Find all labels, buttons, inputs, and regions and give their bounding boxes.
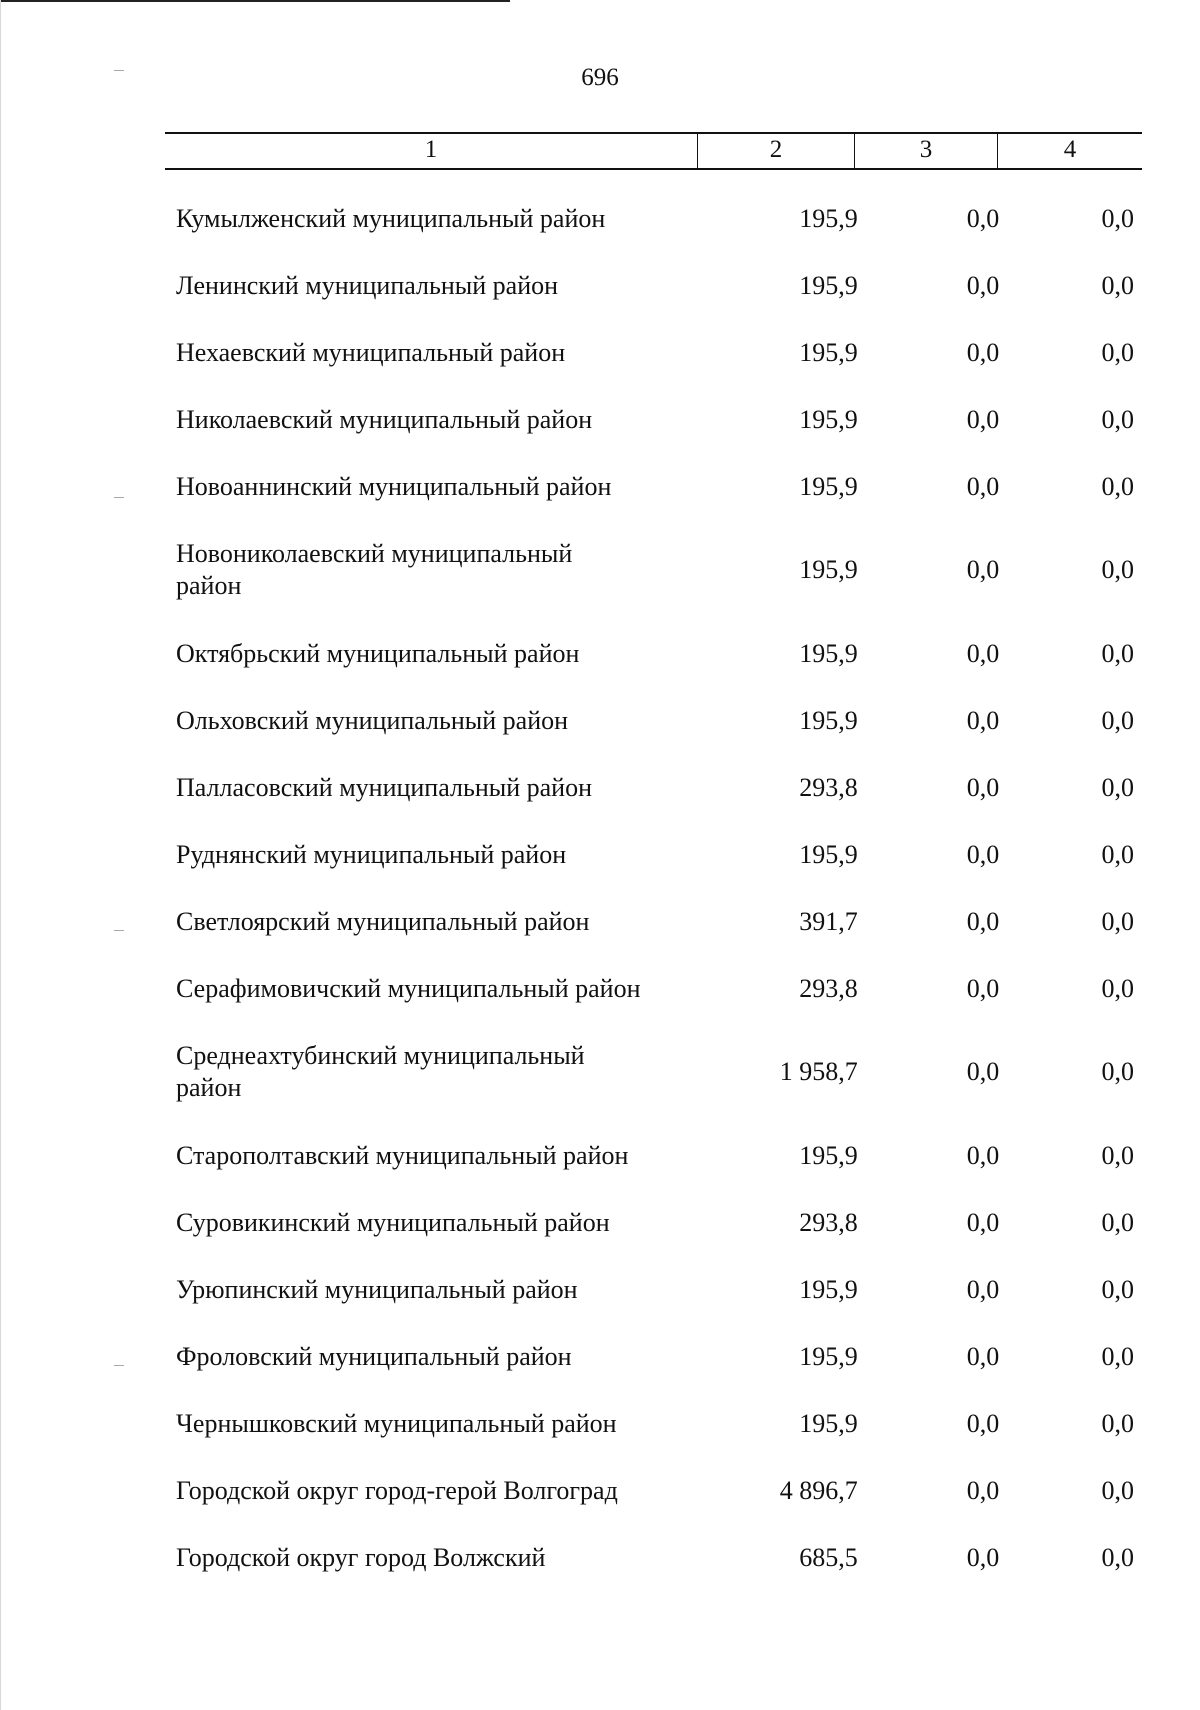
value-col3: 0,0 — [966, 1475, 1000, 1505]
value-col2: 391,7 — [799, 906, 858, 936]
district-name: Городской округ город Волжский — [176, 1542, 546, 1572]
value-col2: 195,9 — [799, 337, 858, 367]
table-row — [176, 185, 1142, 252]
table-row — [176, 1189, 1142, 1256]
value-col2: 195,9 — [799, 1274, 858, 1304]
value-col4: 0,0 — [1101, 705, 1134, 735]
district-name: Старополтавский муниципальный район — [176, 1140, 629, 1170]
table-row — [176, 1390, 1142, 1457]
value-col2: 195,9 — [799, 705, 858, 735]
value-col4: 0,0 — [1101, 973, 1134, 1003]
value-col4: 0,0 — [1101, 404, 1134, 434]
value-col4: 0,0 — [1101, 1274, 1134, 1304]
district-name: Палласовский муниципальный район — [176, 772, 592, 802]
district-name: Нехаевский муниципальный район — [176, 337, 566, 367]
value-col3: 0,0 — [966, 203, 1000, 233]
value-col4: 0,0 — [1101, 772, 1134, 802]
table-row — [176, 821, 1142, 888]
district-name: Ольховский муниципальный район — [176, 705, 569, 735]
district-name: Серафимовичский муниципальный район — [176, 973, 641, 1003]
value-col2: 293,8 — [799, 772, 858, 802]
column-number-3: 3 — [855, 134, 998, 168]
scan-top-border — [0, 0, 510, 2]
value-col3: 0,0 — [966, 1140, 1000, 1170]
value-col4: 0,0 — [1101, 906, 1134, 936]
district-name: Октябрьский муниципальный район — [176, 638, 580, 668]
district-name: Чернышковский муниципальный район — [176, 1408, 617, 1438]
value-col3: 0,0 — [966, 471, 1000, 501]
value-col4: 0,0 — [1101, 1475, 1134, 1505]
district-name — [176, 520, 682, 620]
table-row — [176, 754, 1142, 821]
district-name — [176, 1022, 682, 1122]
table-row — [176, 252, 1142, 319]
table-row — [176, 888, 1142, 955]
value-col2: 1 958,7 — [779, 1057, 858, 1086]
value-col2: 685,5 — [799, 1542, 858, 1572]
district-name: Новоаннинский муниципальный район — [176, 471, 612, 501]
margin-mark — [114, 1365, 124, 1366]
value-col2: 195,9 — [799, 1408, 858, 1438]
page-number: 696 — [581, 64, 619, 91]
value-col3: 0,0 — [966, 705, 1000, 735]
value-col3: 0,0 — [966, 337, 1000, 367]
value-col2: 195,9 — [799, 638, 858, 668]
value-col4: 0,0 — [1101, 1408, 1134, 1438]
table-row — [176, 453, 1142, 520]
value-col3: 0,0 — [966, 973, 1000, 1003]
value-col4: 0,0 — [1101, 337, 1134, 367]
table-row — [176, 1323, 1142, 1390]
value-col4: 0,0 — [1101, 1140, 1134, 1170]
margin-mark — [114, 497, 124, 498]
table-row — [176, 1122, 1142, 1189]
district-name-line: Новониколаевский муниципальный — [176, 539, 573, 568]
value-col3: 0,0 — [966, 772, 1000, 802]
value-col2: 195,9 — [799, 404, 858, 434]
table-row — [176, 1022, 1142, 1122]
data-table — [176, 185, 1142, 1591]
table-row — [176, 1256, 1142, 1323]
table-row — [176, 1457, 1142, 1524]
value-col4: 0,0 — [1101, 555, 1134, 584]
margin-mark — [114, 930, 124, 931]
district-name: Николаевский муниципальный район — [176, 404, 593, 434]
column-number-1: 1 — [165, 134, 698, 168]
value-col2: 4 896,7 — [779, 1475, 858, 1505]
value-col4: 0,0 — [1101, 638, 1134, 668]
value-col4: 0,0 — [1101, 1341, 1134, 1371]
value-col4: 0,0 — [1101, 839, 1134, 869]
table-row — [176, 955, 1142, 1022]
value-col3: 0,0 — [966, 1542, 1000, 1572]
table-row — [176, 319, 1142, 386]
value-col2: 195,9 — [799, 555, 858, 584]
value-col3: 0,0 — [966, 839, 1000, 869]
value-col2: 195,9 — [799, 270, 858, 300]
value-col3: 0,0 — [966, 1057, 1000, 1086]
district-name: Кумылженский муниципальный район — [176, 203, 606, 233]
district-name: Светлоярский муниципальный район — [176, 906, 590, 936]
district-name: Фроловский муниципальный район — [176, 1341, 572, 1371]
district-name: Руднянский муниципальный район — [176, 839, 567, 869]
value-col3: 0,0 — [966, 404, 1000, 434]
value-col4: 0,0 — [1101, 1207, 1134, 1237]
column-number-2: 2 — [698, 134, 855, 168]
value-col4: 0,0 — [1101, 1542, 1134, 1572]
value-col4: 0,0 — [1101, 203, 1134, 233]
district-name-line: район — [176, 571, 242, 600]
value-col2: 293,8 — [799, 1207, 858, 1237]
district-name: Урюпинский муниципальный район — [176, 1274, 578, 1304]
district-name-line: район — [176, 1073, 242, 1102]
table-header-row — [165, 132, 1142, 170]
value-col3: 0,0 — [966, 906, 1000, 936]
value-col2: 195,9 — [799, 471, 858, 501]
value-col2: 195,9 — [799, 1341, 858, 1371]
scan-left-edge — [0, 0, 1, 1710]
value-col4: 0,0 — [1101, 471, 1134, 501]
district-name-line: Среднеахтубинский муниципальный — [176, 1041, 585, 1070]
value-col3: 0,0 — [966, 270, 1000, 300]
table-row — [176, 620, 1142, 687]
value-col2: 293,8 — [799, 973, 858, 1003]
value-col3: 0,0 — [966, 1274, 1000, 1304]
value-col4: 0,0 — [1101, 270, 1134, 300]
table-row — [176, 1524, 1142, 1591]
value-col2: 195,9 — [799, 839, 858, 869]
table-row — [176, 520, 1142, 620]
table-row — [176, 687, 1142, 754]
district-name: Суровикинский муниципальный район — [176, 1207, 610, 1237]
value-col3: 0,0 — [966, 555, 1000, 584]
column-number-4: 4 — [1063, 136, 1077, 163]
district-name: Ленинский муниципальный район — [176, 270, 559, 300]
value-col4: 0,0 — [1101, 1057, 1134, 1086]
value-col2: 195,9 — [799, 203, 858, 233]
value-col2: 195,9 — [799, 1140, 858, 1170]
value-col3: 0,0 — [966, 1207, 1000, 1237]
value-col3: 0,0 — [966, 1341, 1000, 1371]
value-col3: 0,0 — [966, 638, 1000, 668]
table-row — [176, 386, 1142, 453]
district-name: Городской округ город-герой Волгоград — [176, 1475, 618, 1505]
value-col3: 0,0 — [966, 1408, 1000, 1438]
